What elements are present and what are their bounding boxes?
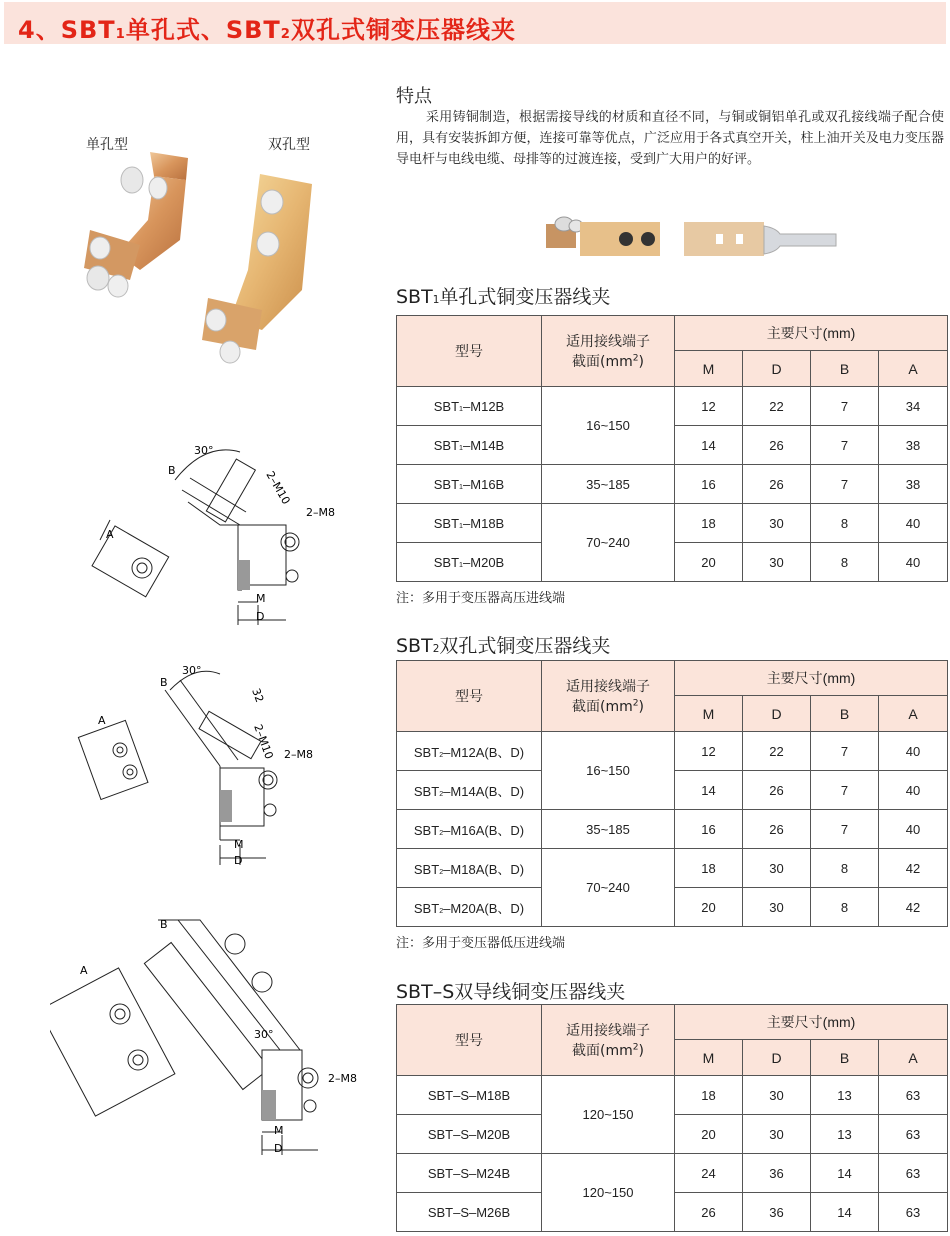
- d1-d: D: [256, 610, 265, 623]
- table-row: SBT–S–M20B 20 30 13 63: [397, 1115, 948, 1154]
- features-title: 特点: [396, 86, 432, 107]
- double-hole-drawing: [70, 660, 350, 870]
- d3-m: M: [274, 1124, 284, 1137]
- table-row: SBT–S–M18B 120~150 18 30 13 63: [397, 1076, 948, 1115]
- header-model: 型号: [397, 1005, 542, 1076]
- table-row: SBT2–M18A(B、D) 70~240 18 30 8 42: [397, 849, 948, 888]
- product-photos-small: [540, 212, 840, 262]
- table-row: SBT2–M20A(B、D) 20 30 8 42: [397, 888, 948, 927]
- d3-hole: 2–M8: [328, 1072, 357, 1085]
- header-section: 适用接线端子 截面$(mm^2)$: [542, 661, 675, 732]
- d1-hole: 2–M8: [306, 506, 335, 519]
- table-row: SBT–S–M26B 26 36 14 63: [397, 1193, 948, 1232]
- d2-m: M: [234, 838, 244, 851]
- page-header: [4, 2, 946, 44]
- d2-b: B: [160, 676, 168, 689]
- header-model: 型号: [397, 316, 542, 387]
- single-hole-drawing: [70, 430, 350, 635]
- page-title: 4、SBT1单孔式、SBT2双孔式铜变压器线夹: [18, 16, 516, 44]
- d2-len: 32: [249, 686, 267, 705]
- table-row: SBT1–M14B 14 26 7 38: [397, 426, 948, 465]
- header-a: A: [879, 1040, 948, 1076]
- table-row: SBT–S–M24B 120~150 24 36 14 63: [397, 1154, 948, 1193]
- d3-b: B: [160, 918, 168, 931]
- d1-b: B: [168, 464, 176, 477]
- table-row: SBT2–M12A(B、D) 16~150 12 22 7 40: [397, 732, 948, 771]
- header-b: B: [811, 696, 879, 732]
- d1-bolt: 2–M10: [263, 469, 293, 507]
- table1-note: 注：多用于变压器高压进线端: [396, 591, 566, 606]
- header-d: D: [743, 696, 811, 732]
- features-text: 采用铸铜制造，根据需接导线的材质和直径不同，与铜或铜铝单孔或双孔接线端子配合使用，具有安装拆卸方便，连接可靠等优点，广泛应用于各式真空开关，柱上油开关及电力变压器导电杆与电线电缆、母排等的过渡连接，受到广大用户的好评。: [396, 110, 944, 167]
- d2-a: A: [98, 714, 106, 727]
- table-row: SBT1–M20B 20 30 8 40: [397, 543, 948, 582]
- header-m: M: [675, 351, 743, 387]
- table1: [396, 315, 948, 582]
- header-a: A: [879, 351, 948, 387]
- d1-angle: 30°: [194, 444, 214, 457]
- label-single-type: 单孔型: [86, 137, 128, 153]
- table2-note: 注：多用于变压器低压进线端: [396, 936, 566, 951]
- d3-angle: 30°: [254, 1028, 274, 1041]
- label-double-type: 双孔型: [268, 137, 310, 153]
- d3-a: A: [80, 964, 88, 977]
- header-model: 型号: [397, 661, 542, 732]
- header-dims: 主要尺寸(mm): [675, 1005, 948, 1040]
- header-b: B: [811, 351, 879, 387]
- header-dims: 主要尺寸(mm): [675, 661, 948, 696]
- double-hole-clamp-photo: [190, 170, 320, 370]
- table2-title: SBT2双孔式铜变压器线夹: [396, 635, 611, 657]
- d2-d: D: [234, 854, 243, 867]
- table-row: SBT1–M16B 35~185 16 26 7 38: [397, 465, 948, 504]
- header-d: D: [743, 351, 811, 387]
- header-a: A: [879, 696, 948, 732]
- d2-bolt: 2–M10: [251, 722, 276, 761]
- table-row: SBT1–M12B 16~150 12 22 7 34: [397, 387, 948, 426]
- table2: [396, 660, 948, 927]
- table-row: SBT1–M18B 70~240 18 30 8 40: [397, 504, 948, 543]
- table3: [396, 1004, 948, 1232]
- header-d: D: [743, 1040, 811, 1076]
- d2-angle: 30°: [182, 664, 202, 677]
- d1-m: M: [256, 592, 266, 605]
- header-dims: 主要尺寸(mm): [675, 316, 948, 351]
- double-wire-drawing: [50, 910, 370, 1160]
- header-m: M: [675, 1040, 743, 1076]
- d2-hole: 2–M8: [284, 748, 313, 761]
- table3-title: SBT–S双导线铜变压器线夹: [396, 981, 626, 1003]
- header-m: M: [675, 696, 743, 732]
- table-row: SBT2–M14A(B、D) 14 26 7 40: [397, 771, 948, 810]
- header-section: 适用接线端子 截面$(mm^2)$: [542, 1005, 675, 1076]
- header-section: 适用接线端子 截面$(mm^2)$: [542, 316, 675, 387]
- d1-a: A: [106, 528, 114, 541]
- d3-d: D: [274, 1142, 283, 1155]
- single-hole-clamp-photo: [70, 150, 200, 310]
- header-b: B: [811, 1040, 879, 1076]
- table1-title: SBT1单孔式铜变压器线夹: [396, 286, 611, 308]
- table-row: SBT2–M16A(B、D) 35~185 16 26 7 40: [397, 810, 948, 849]
